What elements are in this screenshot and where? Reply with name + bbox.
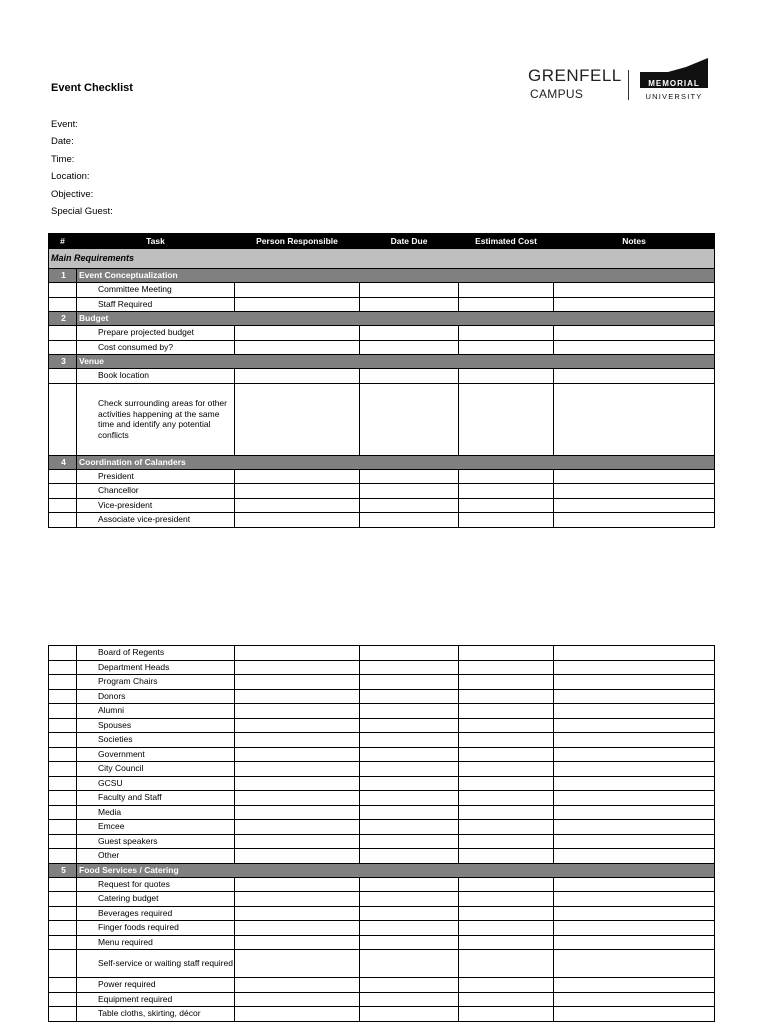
- task-cell: Program Chairs: [77, 675, 235, 690]
- category-label: Food Services / Catering: [77, 863, 715, 877]
- table-row: [49, 675, 715, 690]
- table-row: [49, 646, 715, 661]
- header-cost: Estimated Cost: [459, 234, 554, 249]
- table-row: [49, 762, 715, 777]
- task-cell: Book location: [77, 369, 235, 384]
- category-row: [49, 863, 715, 877]
- category-label: Budget: [77, 312, 715, 326]
- header-person: Person Responsible: [235, 234, 360, 249]
- table-row: [49, 892, 715, 907]
- table-row: [49, 469, 715, 484]
- task-cell: Vice-president: [77, 498, 235, 513]
- task-cell: Faculty and Staff: [77, 791, 235, 806]
- task-cell: Other: [77, 849, 235, 864]
- checklist-table-continued: [48, 645, 715, 1022]
- header-num: #: [49, 234, 77, 249]
- task-cell: Department Heads: [77, 660, 235, 675]
- task-cell: GCSU: [77, 776, 235, 791]
- task-cell: President: [77, 469, 235, 484]
- table-row: [49, 340, 715, 355]
- table-row: [49, 776, 715, 791]
- task-cell: Request for quotes: [77, 877, 235, 892]
- field-date: Date:: [51, 136, 74, 148]
- category-row: [49, 355, 715, 369]
- table-row: [49, 369, 715, 384]
- table-row: [49, 935, 715, 950]
- task-cell: Power required: [77, 978, 235, 993]
- category-row: [49, 269, 715, 283]
- task-cell: Associate vice-president: [77, 513, 235, 528]
- table-row: [49, 297, 715, 312]
- category-num: 1: [49, 269, 77, 283]
- header-notes: Notes: [554, 234, 715, 249]
- logo-university-text: UNIVERSITY: [645, 92, 703, 101]
- table-row: [49, 326, 715, 341]
- task-cell: Government: [77, 747, 235, 762]
- table-row: [49, 805, 715, 820]
- task-cell: Self-service or waiting staff required: [77, 950, 235, 978]
- task-cell: Guest speakers: [77, 834, 235, 849]
- grenfell-logo: [528, 58, 713, 106]
- task-cell: Committee Meeting: [77, 283, 235, 298]
- task-cell: Staff Required: [77, 297, 235, 312]
- category-label: Venue: [77, 355, 715, 369]
- category-row: [49, 312, 715, 326]
- table-row: [49, 950, 715, 978]
- task-cell: Board of Regents: [77, 646, 235, 661]
- task-cell: Menu required: [77, 935, 235, 950]
- task-cell: Chancellor: [77, 484, 235, 499]
- task-cell: City Council: [77, 762, 235, 777]
- category-label: Coordination of Calanders: [77, 455, 715, 469]
- table-row: [49, 1007, 715, 1022]
- table-row: [49, 834, 715, 849]
- table-row: [49, 513, 715, 528]
- category-num: 3: [49, 355, 77, 369]
- table-header: [49, 234, 715, 249]
- table-row: [49, 383, 715, 455]
- task-cell: Donors: [77, 689, 235, 704]
- category-label: Event Conceptualization: [77, 269, 715, 283]
- header-task: Task: [77, 234, 235, 249]
- section-title: Main Requirements: [49, 249, 715, 269]
- table-row: [49, 498, 715, 513]
- table-row: [49, 484, 715, 499]
- logo-memorial-text: MEMORIAL: [648, 79, 700, 88]
- field-event: Event:: [51, 119, 78, 130]
- category-num: 5: [49, 863, 77, 877]
- event-fields: [51, 116, 113, 220]
- table-row: [49, 877, 715, 892]
- section-row: [49, 249, 715, 269]
- task-cell: Alumni: [77, 704, 235, 719]
- field-special-guest: Special Guest:: [51, 206, 113, 218]
- category-num: 4: [49, 455, 77, 469]
- document-title: Event Checklist: [51, 82, 133, 94]
- table-row: [49, 718, 715, 733]
- logo-campus-text: CAMPUS: [530, 87, 584, 101]
- table-row: [49, 747, 715, 762]
- logo-grenfell-text: GRENFELL: [528, 66, 622, 85]
- task-cell: Table cloths, skirting, décor: [77, 1007, 235, 1022]
- task-cell: Beverages required: [77, 906, 235, 921]
- task-cell: Spouses: [77, 718, 235, 733]
- category-num: 2: [49, 312, 77, 326]
- task-cell: Finger foods required: [77, 921, 235, 936]
- header-date-due: Date Due: [360, 234, 459, 249]
- category-row: [49, 455, 715, 469]
- table-row: [49, 689, 715, 704]
- table-row: [49, 733, 715, 748]
- table-row: [49, 820, 715, 835]
- field-objective: Objective:: [51, 188, 94, 200]
- table-row: [49, 921, 715, 936]
- field-time: Time:: [51, 153, 75, 165]
- table-row: [49, 660, 715, 675]
- table-row: [49, 906, 715, 921]
- logo-separator: [628, 70, 629, 100]
- task-cell: Cost consumed by?: [77, 340, 235, 355]
- checklist-table: [48, 233, 715, 528]
- task-cell: Emcee: [77, 820, 235, 835]
- task-cell: Prepare projected budget: [77, 326, 235, 341]
- task-cell: Societies: [77, 733, 235, 748]
- table-row: [49, 791, 715, 806]
- task-cell: Catering budget: [77, 892, 235, 907]
- field-location: Location:: [51, 171, 90, 183]
- task-cell: Equipment required: [77, 992, 235, 1007]
- task-cell: Media: [77, 805, 235, 820]
- table-row: [49, 704, 715, 719]
- table-row: [49, 283, 715, 298]
- table-row: [49, 849, 715, 864]
- memorial-university-logo-icon: [638, 58, 713, 102]
- task-cell: Check surrounding areas for other activities happening at the same time and identify any potential conflicts: [77, 383, 235, 455]
- table-row: [49, 978, 715, 993]
- table-row: [49, 992, 715, 1007]
